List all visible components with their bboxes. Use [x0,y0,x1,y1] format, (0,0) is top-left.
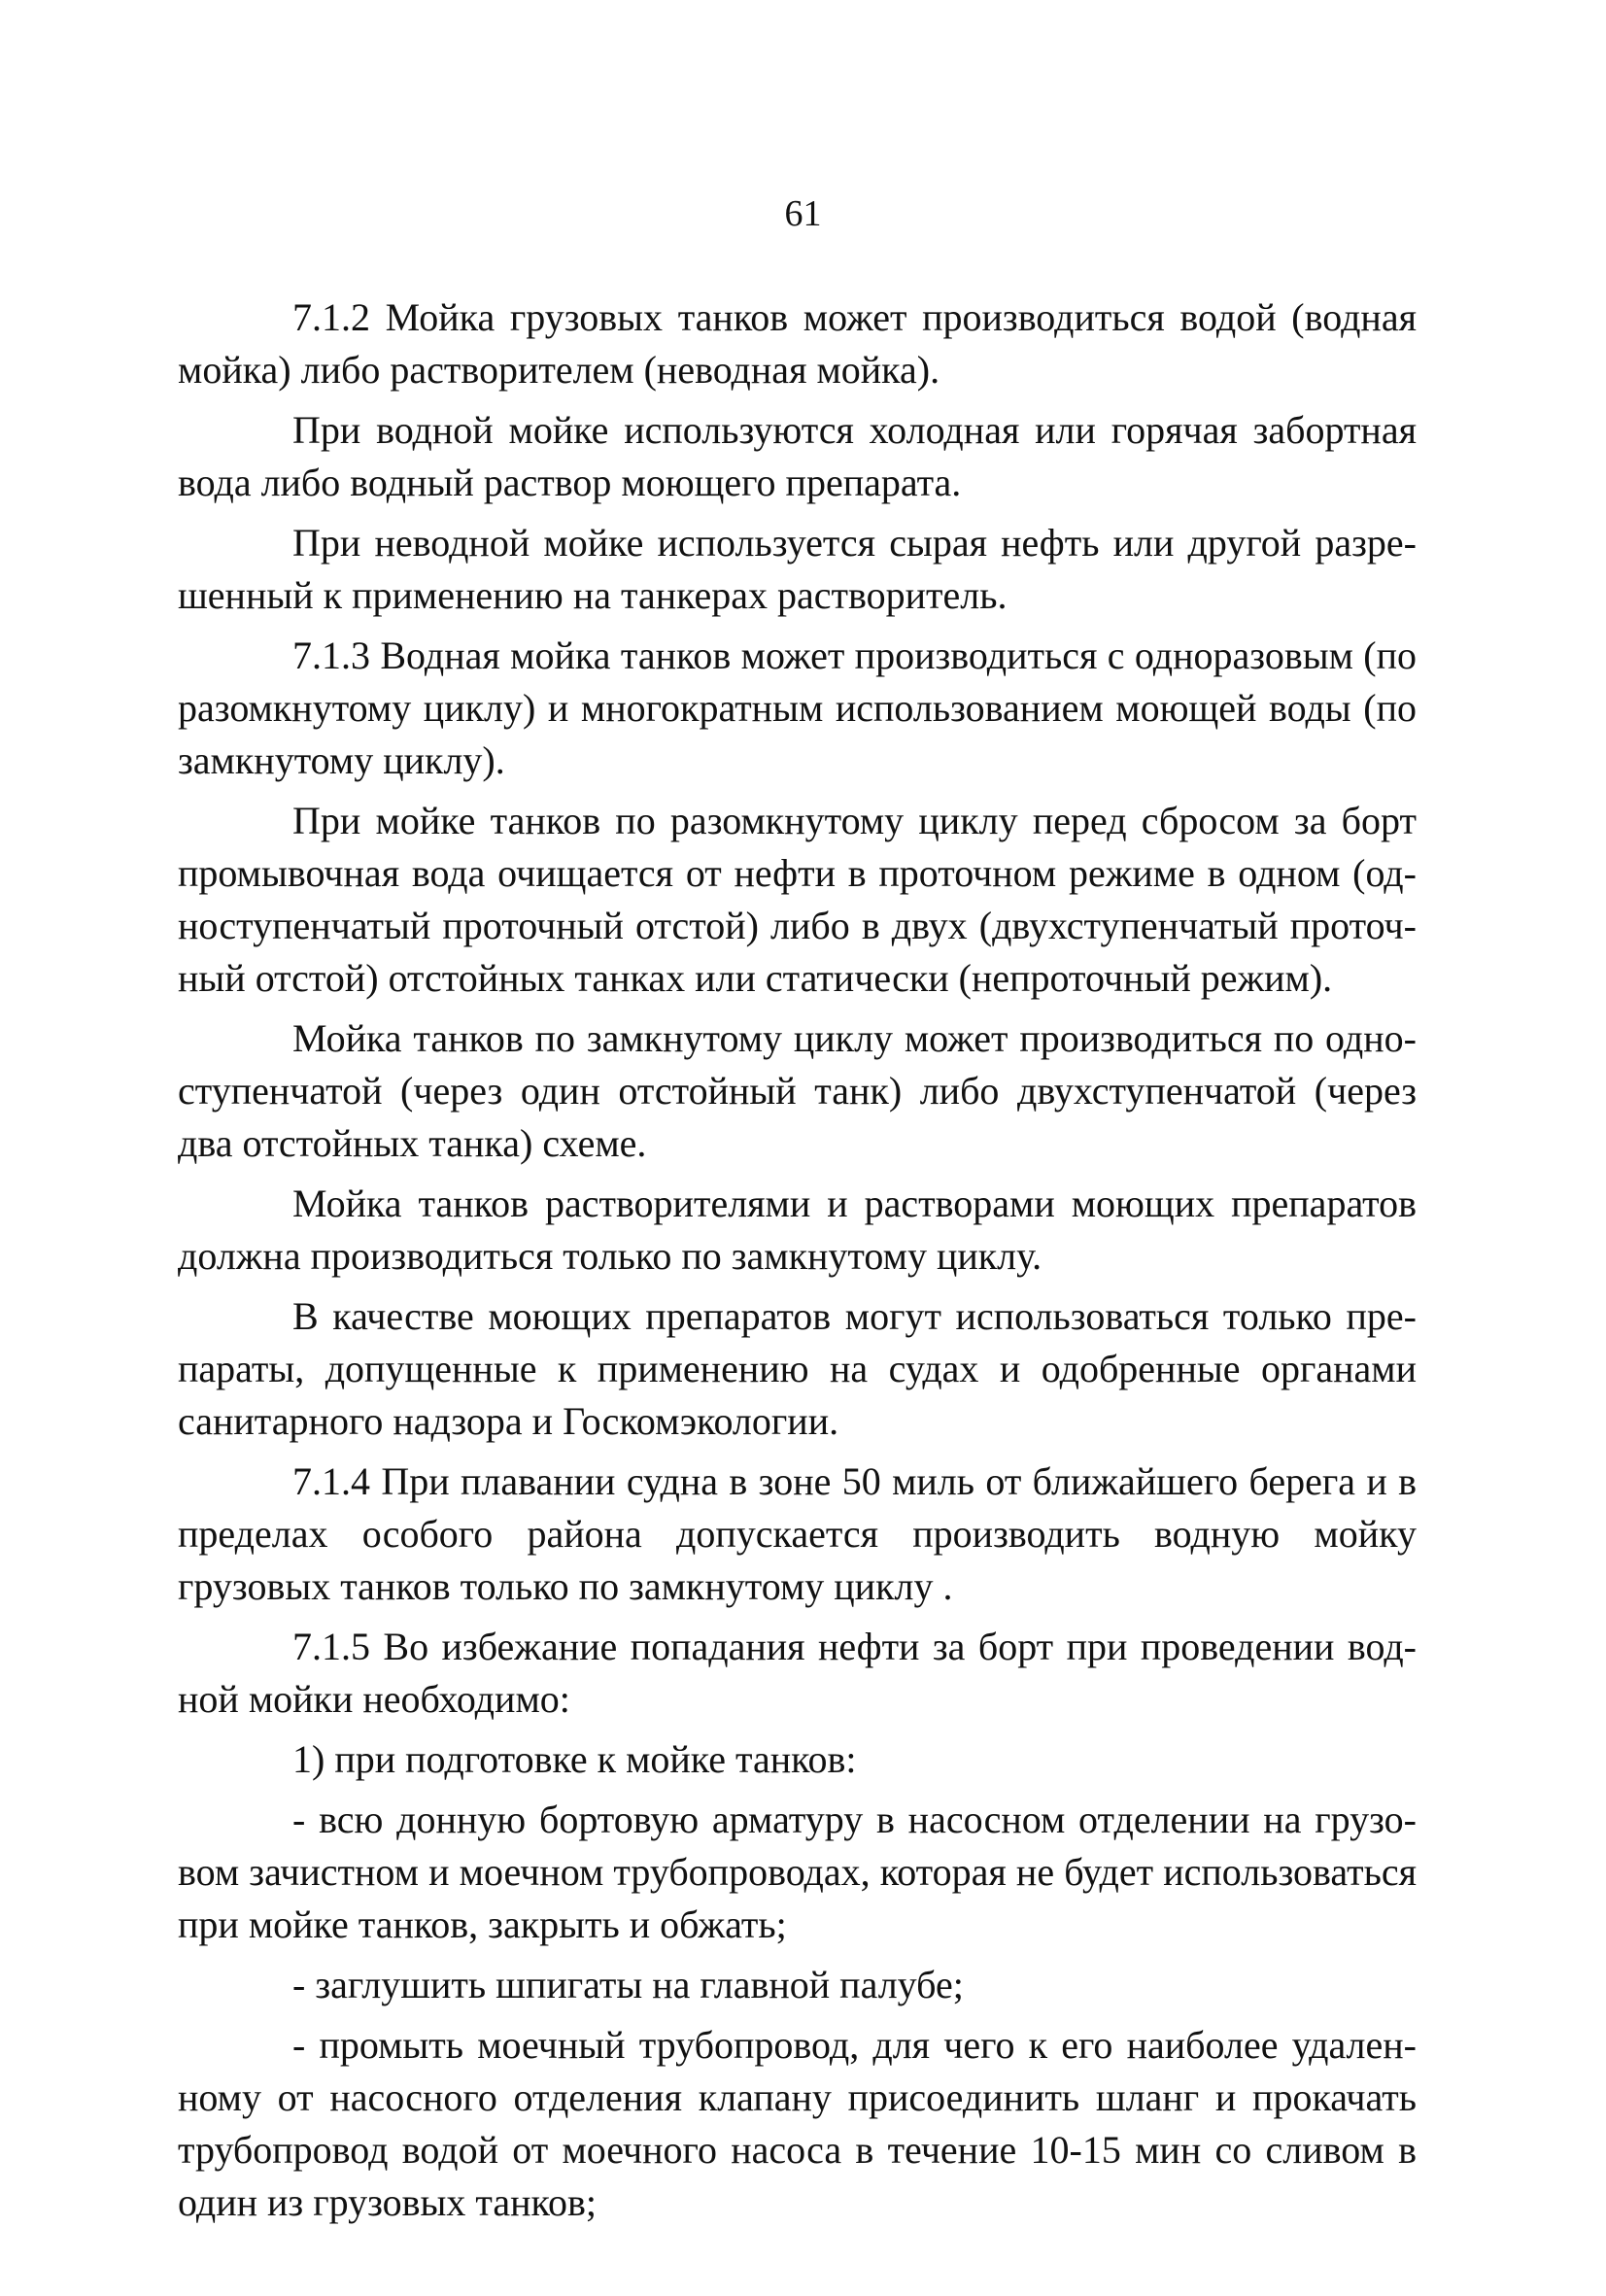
paragraph-detergents: В качестве моющих препаратов могут использоваться только препараты, допущенные к применению на судах и одобренные органами санитарного надзора и Госкомэкологии. [178,1294,1417,1443]
paragraph-solvent-washing: Мойка танков растворителями и растворами моющих препаратов должна производиться только по замкнутому циклу. [178,1182,1417,1278]
paragraph-7-1-3: 7.1.3 Водная мойка танков может производиться с одноразовым (по разомкнутому циклу) и многократным использованием моющей воды (по замкнутому циклу). [178,634,1417,782]
page-number: 61 [784,193,822,234]
list-item-preparation: 1) при подготовке к мойке танков: [292,1737,857,1781]
paragraph-open-cycle: При мойке танков по разомкнутому циклу перед сбросом за борт промывочная вода очищается от нефти в проточном режиме в одном (одноступенчатый проточный отстой) либо в двух (двухступенчатый проточный отстой) отстойных танках или статически (непроточный режим). [178,799,1417,1000]
paragraph-7-1-5: 7.1.5 Во избежание попадания нефти за борт при проведении водной мойки необходимо: [178,1625,1417,1721]
paragraph-7-1-2: 7.1.2 Мойка грузовых танков может производиться водой (водная мойка) либо растворителем (неводная мойка). [178,295,1417,392]
list-item-flush-pipeline: - промыть моечный трубопровод, для чего к его наиболее удаленному от насосного отделения клапану присоединить шланг и прокачать трубопровод водой от моечного насоса в течение 10-15 мин со сливом в один из грузовых танков; [178,2023,1417,2224]
paragraph-closed-cycle: Мойка танков по замкнутому циклу может производиться по одноступенчатой (через один отстойный танк) либо двухступенчатой (через два отстойных танка) схеме. [178,1016,1417,1165]
body-text [178,291,1417,2229]
paragraph-water-washing: При водной мойке используются холодная или горячая забортная вода либо водный раствор моющего препарата. [178,408,1417,504]
list-item-scuppers: - заглушить шпигаты на главной палубе; [292,1963,964,2006]
list-item-valves: - всю донную бортовую арматуру в насосном отделении на грузовом зачистном и моечном трубопроводах, которая не будет использоваться при мойке танков, закрыть и обжать; [178,1798,1417,1946]
paragraph-7-1-4: 7.1.4 При плавании судна в зоне 50 миль от ближайшего берега и в пределах особого района допускается производить водную мойку грузовых танков только по замкнутому циклу . [178,1459,1417,1608]
paragraph-non-water-washing: При неводной мойке используется сырая нефть или другой разрешенный к применению на танкерах растворитель. [178,521,1417,617]
